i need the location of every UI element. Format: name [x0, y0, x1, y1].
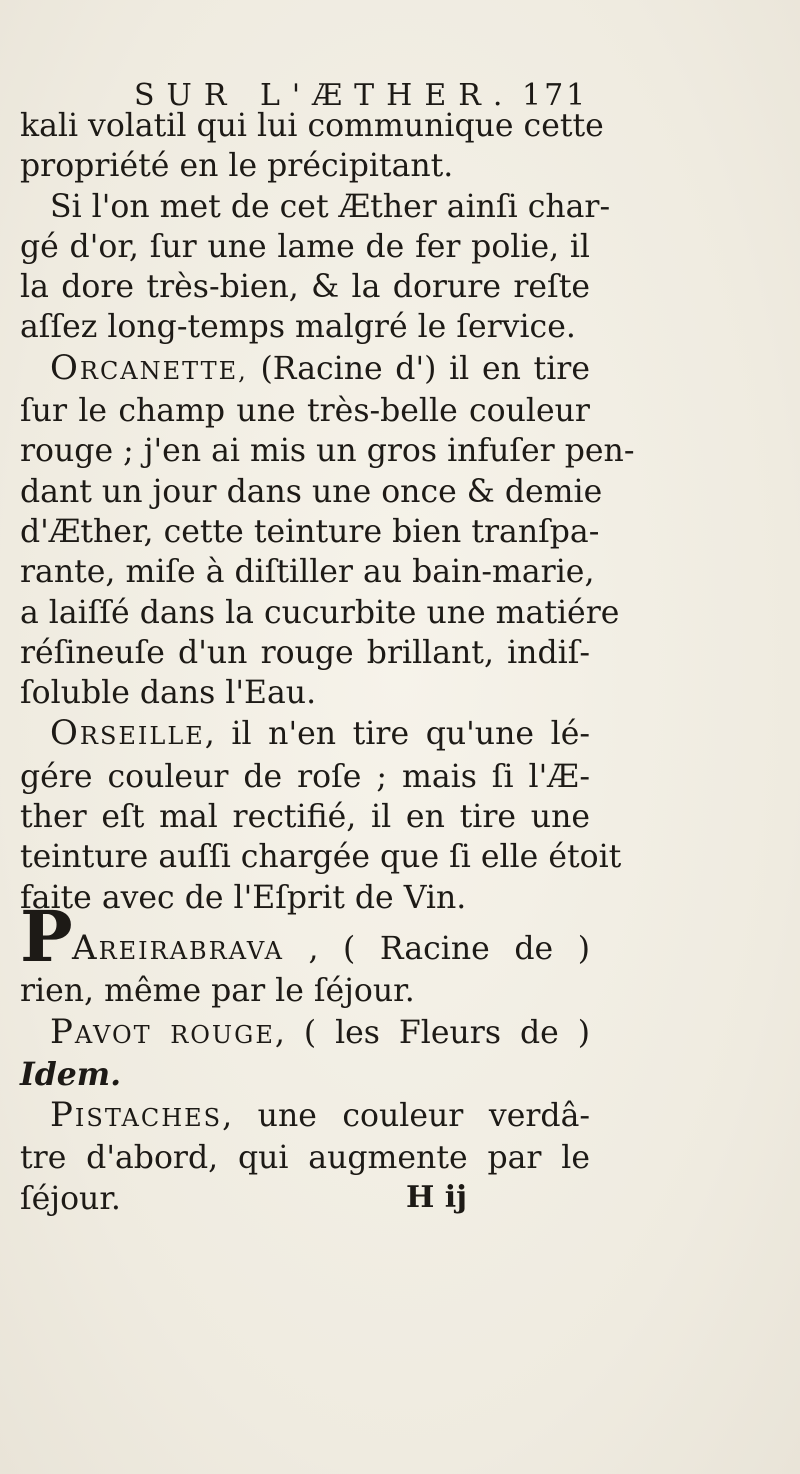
text-line: rien, même par le ſéjour.: [20, 973, 415, 1010]
entry-text: , une couleur verdâ-: [222, 1098, 590, 1135]
text-line: Idem.: [20, 1055, 122, 1093]
text-line: ther eſt mal rectifié, il en tire une: [20, 799, 590, 836]
text-line: gé d'or, ſur une lame de fer polie, il: [20, 228, 590, 265]
entry-term: PAVOT ROUGE: [50, 1011, 275, 1052]
entry-text: (Racine d') il en tire: [260, 350, 590, 387]
text-line: gére couleur de roſe ; mais ſi l'Æ-: [20, 758, 590, 795]
text-line: ſoluble dans l'Eau.: [20, 675, 317, 712]
entry-orcanette: [20, 348, 590, 391]
text-line: dant un jour dans une once & demie: [20, 473, 603, 510]
text-line: rante, miſe à diſtiller au bain-marie,: [20, 554, 595, 591]
text-line: réſineuſe d'un rouge brillant, indiſ-: [20, 634, 590, 671]
entry-term: PISTACHES: [50, 1095, 223, 1136]
entry-pistaches: [20, 1095, 590, 1138]
text-line: a laiſſé dans la cucurbite une matiére: [20, 594, 620, 631]
signature-mark: H ij: [406, 1180, 468, 1215]
entry-text: , il n'en tire qu'une lé-: [204, 716, 590, 753]
text-line: ſéjour.: [20, 1180, 121, 1217]
text-line: propriété en le précipitant.: [20, 148, 454, 185]
paragraph-start: Si l'on met de cet Æther ainſi char-: [50, 188, 611, 225]
running-title: SUR L'ÆTHER.: [134, 78, 515, 113]
page-number: 171: [522, 78, 589, 113]
entry-term: ORSEILLE: [50, 713, 205, 754]
drop-cap: P: [20, 894, 73, 978]
text-line: kali volatil qui lui communique cette: [20, 108, 604, 144]
entry-text: , ( Racine de ): [308, 930, 590, 967]
entry-text: , ( les Fleurs de ): [274, 1014, 590, 1051]
text-line: rouge ; j'en ai mis un gros infuſer pen-: [20, 433, 635, 470]
text-line: la dore très-bien, & la dorure reſte: [20, 269, 590, 306]
text-line: aſſez long-temps malgré le ſervice.: [20, 309, 576, 346]
text-line: d'Æther, cette teinture bien tranſpa-: [20, 513, 600, 550]
entry-pavot: [20, 1012, 590, 1055]
entry-orseille: [20, 713, 590, 756]
entry-term: ORCANETTE,: [50, 347, 248, 388]
page-body: [20, 106, 635, 1219]
text-line: ſur le champ une très-belle couleur: [20, 393, 590, 430]
entry-term: AREIRABRAVA: [72, 927, 284, 968]
text-line: tre d'abord, qui augmente par le: [20, 1140, 590, 1177]
text-line: faite avec de l'Eſprit de Vin.: [20, 879, 467, 916]
text-line: teinture auſſi chargée que ſi elle étoit: [20, 839, 622, 876]
